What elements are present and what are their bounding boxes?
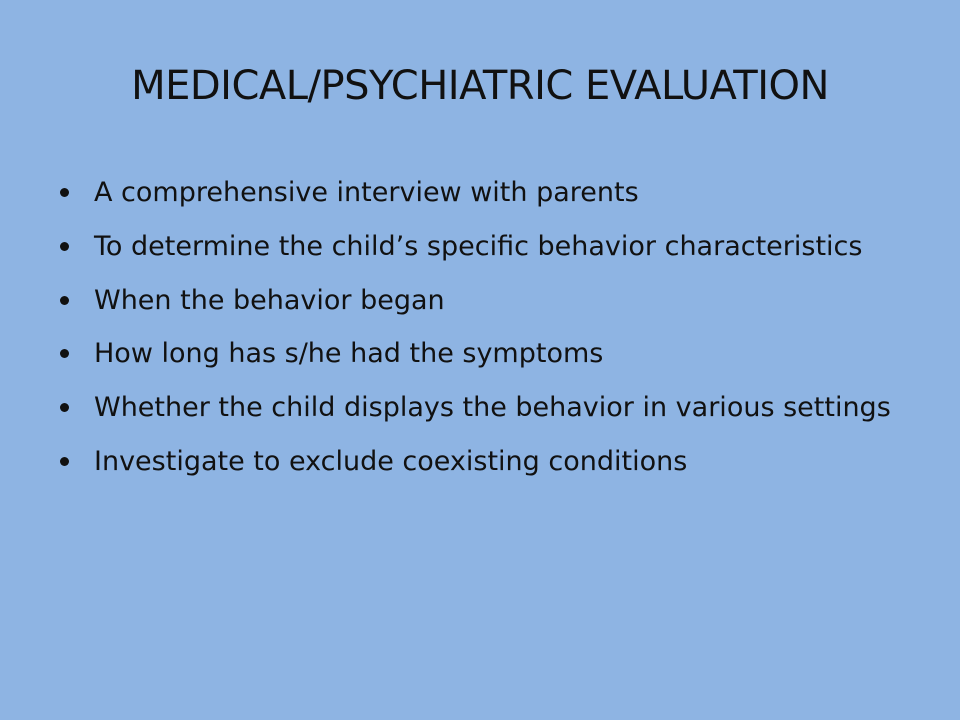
bullet-icon [60,457,69,466]
bullet-icon [60,242,69,251]
bullet-icon [60,349,69,358]
bullet-text: When the behavior began [94,284,445,316]
list-item [58,284,918,319]
list-item [58,391,918,426]
list-item [58,337,918,372]
bullet-text: Investigate to exclude coexisting conditions [94,446,688,478]
list-item [58,176,918,211]
bullet-text: How long has s/he had the symptoms [94,338,604,370]
list-item [58,445,918,480]
bullet-text: To determine the child’s specific behavior characteristics [94,230,863,262]
bullet-list [58,176,918,499]
list-item [58,230,918,265]
bullet-icon [60,403,69,412]
bullet-icon [60,188,69,197]
bullet-text: Whether the child displays the behavior in various settings [94,392,891,424]
bullet-text: A comprehensive interview with parents [94,177,639,208]
slide-title: MEDICAL/PSYCHIATRIC EVALUATION [131,63,829,109]
bullet-icon [60,296,69,305]
